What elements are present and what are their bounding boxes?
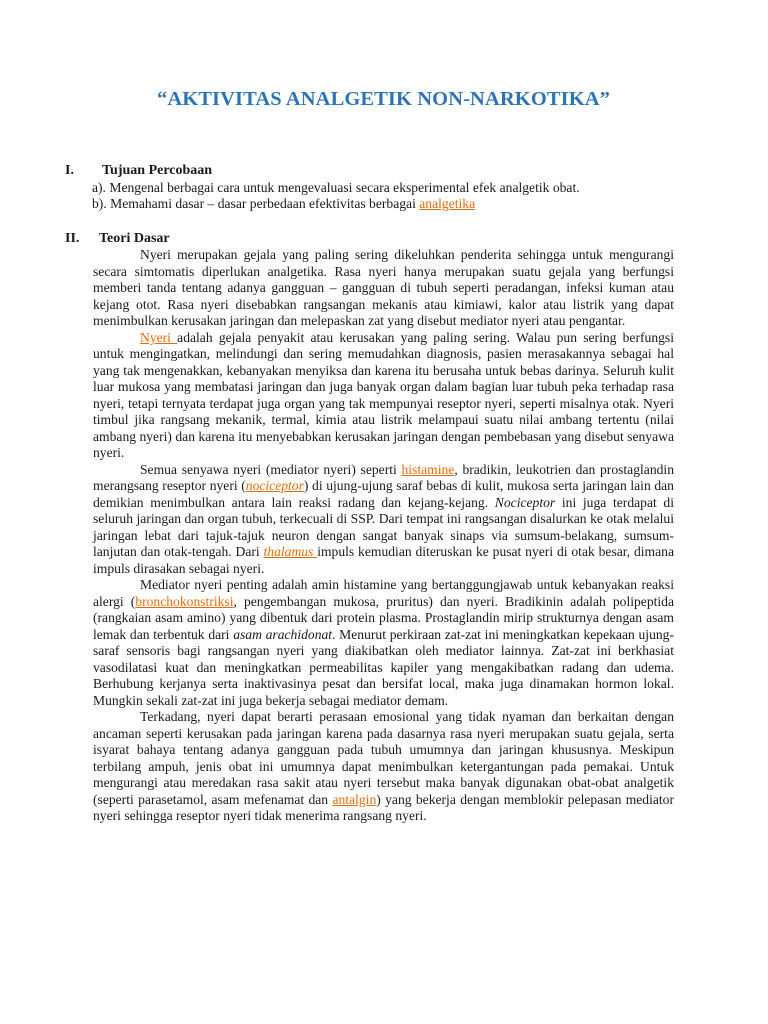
bronchokonstriksi-link[interactable]: bronchokonstriksi [135, 593, 234, 609]
paragraph-5-text-b: ) yang bekerja dengan memblokir pelepasan mediator nyeri sehingga reseptor nyeri tidak menerima rangsang nyeri. [93, 791, 675, 824]
nyeri-link[interactable]: Nyeri [140, 329, 178, 345]
paragraph-3 [93, 462, 674, 578]
nociceptor-italic: Nociceptor [494, 494, 556, 510]
paragraph-4-text-c: . Menurut perkiraan zat-zat ini meningkatkan kepekaan ujung-saraf sensoris bagi rangsangan nyeri yang diakibatkan oleh mediator lainnya. Zat-zat ini berkhasiat vasodilatasi kuat dan meningkatkan permeabilitas kapiler yang mengakibatkan radang dan udema. Berhubung kerjanya serta inaktivasinya pesat dan bersifat local, maka juga dinamakan hormon lokal. Mungkin sekali zat-zat ini juga bekerja sebagai mediator demam. [93, 626, 674, 708]
paragraph-2-text: adalah gejala penyakit atau kerusakan yang paling sering. Walau pun sering berfungsi untuk mengingatkan, melindungi dan sering memudahkan diagnosis, pasien merasakannya sebagai hal yang tak mengenakkan, kebanyakan menyiksa dan karena itu berusaha untuk bebas darinya. Seluruh kulit luar mukosa yang membatasi jaringan dan juga banyak organ dalam bagian luar tubuh peka terhadap rasa nyeri, tetapi ternyata terdapat juga organ yang tak mempunyai reseptor nyeri, seperti misalnya otak. Nyeri timbul jika rangsang mekanik, termal, kimia atau listrik melampaui suatu nilai ambang tertentu (nilai ambang nyeri) dan karena itu menyebabkan kerusakan jaringan dengan pembebasan yang disebut senyawa nyeri. [93, 329, 674, 461]
asam-arachidonat-italic: asam arachidonat [233, 626, 333, 642]
section-1-number: I. [65, 163, 74, 178]
section-2-title: Teori Dasar [99, 230, 170, 246]
thalamus-link[interactable]: thalamus [263, 544, 318, 560]
list-item-b [92, 196, 674, 213]
paragraph-1-text: Nyeri merupakan gejala yang paling sering dikeluhkan penderita sehingga untuk mengurangi secara simtomatis diperlukan analgetika. Rasa nyeri hanya merupakan suatu gejala yang berfungsi memberi tanda tentang adanya gangguan – gangguan di tubuh seperti peradangan, infeksi kuman atau kejang otot. Rasa nyeri disebabkan rangsangan mekanis atau kimiawi, kalor atau listrik yang dapat menimbulkan kerusakan jaringan dan melepaskan zat yang disebut mediator nyeri atau pengantar. [93, 247, 674, 329]
document-title: “AKTIVITAS ANALGETIK NON-NARKOTIKA” [156, 88, 611, 110]
paragraph-3-text-c: ) di ujung-ujung saraf bebas di kulit, mukosa serta jaringan lain dan demikian menimbulkan antara lain reaksi radang dan kejang-kejang. [93, 478, 674, 510]
paragraph-3-text-b: , bradikin, leukotrien dan prostaglandin merangsang reseptor nyeri ( [93, 461, 674, 494]
paragraph-2 [93, 330, 674, 462]
paragraph-4 [93, 577, 674, 709]
paragraph-1 [93, 247, 674, 330]
list-item-a: a). Mengenal berbagai cara untuk mengevaluasi secara eksperimental efek analgetik obat. [92, 179, 580, 195]
paragraph-5-text-a: Terkadang, nyeri dapat berarti perasaan emosional yang tidak nyaman dan berkaitan dengan ancaman seperti kerusakan pada jaringan karena pada dasarnya rasa nyeri merupakan suatu gejala, serta isyarat bahaya tentang adanya gangguan pada tubuh umumnya dan jaringan khususnya. Meskipun terbilang ampuh, jenis obat ini umumnya dapat menimbulkan ketergantungan pada pemakai. Untuk mengurangi atau meredakan rasa sakit atau nyeri tersebut maka banyak digunakan obat-obat analgetik (seperti parasetamol, asam mefenamat dan [93, 709, 674, 807]
histamine-link[interactable]: histamine [401, 461, 455, 477]
antalgin-link[interactable]: antalgin [332, 791, 377, 807]
paragraph-3-text-d: ini juga terdapat di seluruh jaringan dan organ tubuh, terkecuali di SSP. Dari tempat ini rangsangan disalurkan ke otak melalui jaringan lebat dari tajuk-tajuk neuron dengan sangat banyak sinaps via sumsum-belakang, sumsum-lanjutan dan otak-tengah. Dari [93, 494, 675, 560]
section-1-heading [65, 163, 674, 180]
paragraph-3-text-e: impuls kemudian diteruskan ke pusat nyeri di otak besar, dimana impuls dirasakan sebagai nyeri. [93, 544, 674, 576]
paragraph-4-text-a: Mediator nyeri penting adalah amin histamine yang bertanggungjawab untuk kebanyakan reaksi alergi ( [93, 577, 674, 609]
section-1-title: Tujuan Percobaan [102, 163, 213, 178]
paragraph-3-text-a: Semua senyawa nyeri (mediator nyeri) seperti [140, 461, 402, 477]
nociceptor-link[interactable]: nociceptor [245, 478, 304, 494]
analgetika-link[interactable]: analgetika [419, 196, 476, 212]
list-item-b-text: b). Memahami dasar – dasar perbedaan efektivitas berbagai [92, 196, 420, 212]
paragraph-4-text-b: , pengembangan mukosa, pruritus) dan nyeri. Bradikinin adalah polipeptida (rangkaian asam amino) yang dibentuk dari protein plasma. Prostaglandin mirip strukturnya dengan asam lemak dan terbentuk dari [93, 593, 675, 642]
section-1-list [92, 180, 674, 213]
section-2-heading [65, 231, 674, 248]
section-2-number: II. [65, 230, 80, 246]
paragraph-5 [93, 709, 674, 825]
